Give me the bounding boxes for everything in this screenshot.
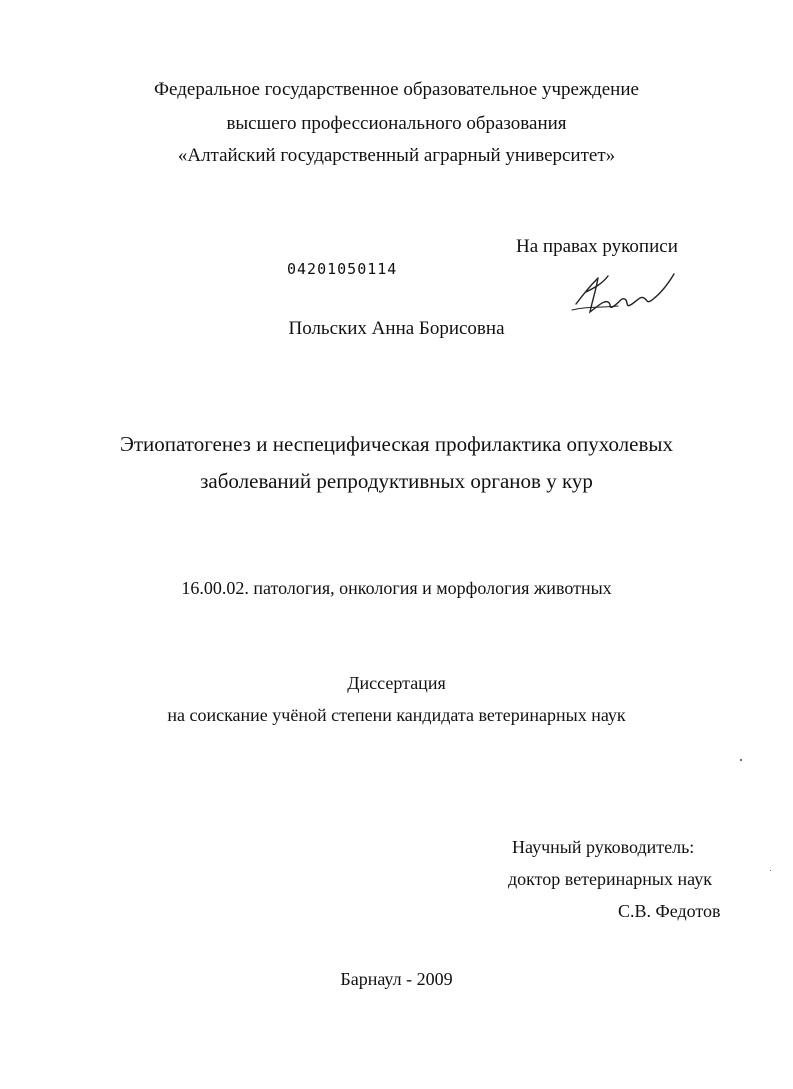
registry-number: 04201050114: [287, 260, 398, 278]
specialty-code: 16.00.02. патология, онкология и морфология животных: [181, 578, 612, 598]
supervisor-name: С.В. Федотов: [618, 901, 721, 921]
city-year: Барнаул - 2009: [340, 969, 453, 989]
thesis-title-line-1: Этиопатогенез и неспецифическая профилактика опухолевых: [120, 432, 673, 456]
scan-speck: [740, 759, 742, 761]
signature-image: [568, 266, 678, 318]
institution-line-3: «Алтайский государственный аграрный университет»: [177, 145, 616, 166]
institution-line-2: высшего профессионального образования: [226, 113, 567, 134]
institution-line-1: Федеральное государственное образовательное учреждение: [154, 79, 639, 100]
scan-speck: [770, 870, 771, 871]
supervisor-label: Научный руководитель:: [512, 837, 695, 857]
manuscript-rights: На правах рукописи: [516, 236, 678, 257]
supervisor-degree: доктор ветеринарных наук: [508, 869, 712, 889]
author-name: Польских Анна Борисовна: [288, 318, 505, 339]
degree-line: на соискание учёной степени кандидата ветеринарных наук: [167, 705, 626, 725]
dissertation-label: Диссертация: [347, 673, 446, 693]
thesis-title-line-2: заболеваний репродуктивных органов у кур: [200, 469, 593, 493]
